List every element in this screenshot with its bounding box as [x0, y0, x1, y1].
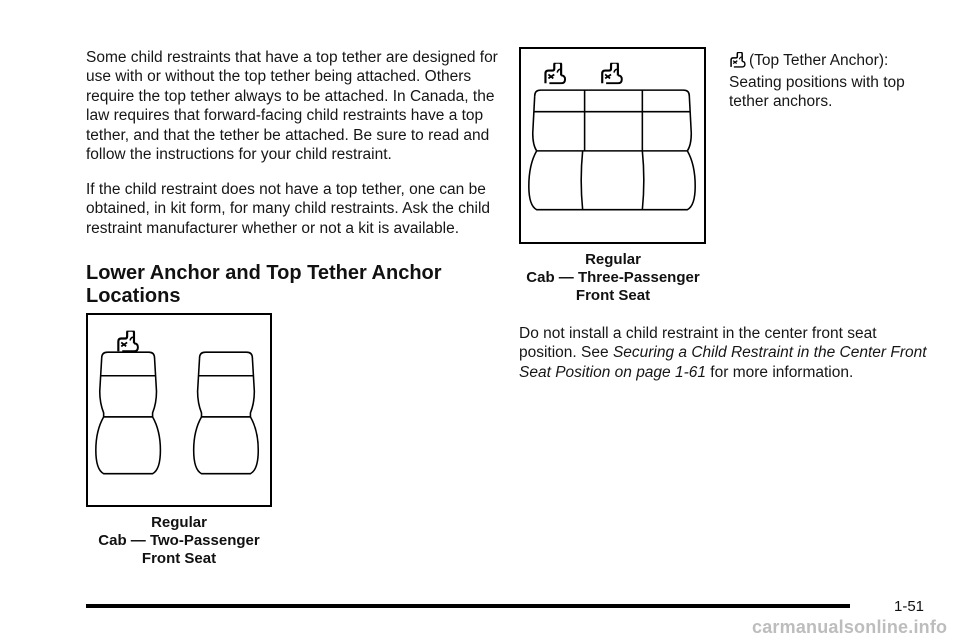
two-passenger-caption	[70, 514, 288, 568]
top-tether-anchor-icon	[729, 52, 747, 68]
section-heading: Lower Anchor and Top Tether Anchor Locations	[86, 262, 442, 307]
legend-symbol-label: (Top Tether Anchor):	[749, 52, 889, 69]
note-text: Do not install a child restraint in the center front seat position. See	[519, 325, 877, 362]
bench-seat-drawing	[529, 90, 695, 210]
footer-rule	[86, 604, 850, 608]
tether-kit-paragraph: If the child restraint does not have a top tether, one can be obtained, in kit form, for many child restraints. Ask the child restraint manufacturer whether or not a kit is available.	[86, 181, 491, 237]
caption-line: Regular	[585, 251, 641, 268]
tether-info-paragraph: Some child restraints that have a top tether are designed for use with or without the top tether being attached. Others require the top tether always to be attached. In Canada, the law requires that forward-facing child restraints have a top tether, and that the tether be attached. Be sure to read and follow the instructions for your child restraint.	[86, 49, 498, 164]
top-tether-anchor-icon	[545, 63, 565, 84]
tether-legend	[729, 51, 929, 70]
caption-line: Front Seat	[141, 550, 217, 567]
caption-line: Regular	[151, 514, 207, 531]
three-passenger-caption	[504, 251, 722, 305]
caption-line: Front Seat	[575, 287, 651, 304]
legend-description: Seating positions with top tether anchors.	[729, 74, 905, 111]
right-seat-drawing	[194, 352, 259, 473]
note-text: for more information.	[706, 363, 854, 381]
page-number: 1-51	[894, 598, 925, 615]
top-tether-anchor-icon	[602, 63, 622, 84]
caption-line: Cab — Two-Passenger	[98, 532, 260, 549]
top-tether-anchor-icon	[118, 331, 138, 352]
two-passenger-seat-figure	[86, 313, 272, 507]
caption-line: Cab — Three-Passenger	[526, 269, 700, 286]
cross-reference-link[interactable]: Securing a Child Restraint in the Center Front Seat Position on page 1-61	[519, 344, 927, 381]
left-seat-drawing	[96, 352, 161, 473]
three-passenger-seat-figure	[519, 47, 706, 244]
center-seat-note	[519, 324, 931, 382]
watermark: carmanualsonline.info	[752, 617, 948, 637]
